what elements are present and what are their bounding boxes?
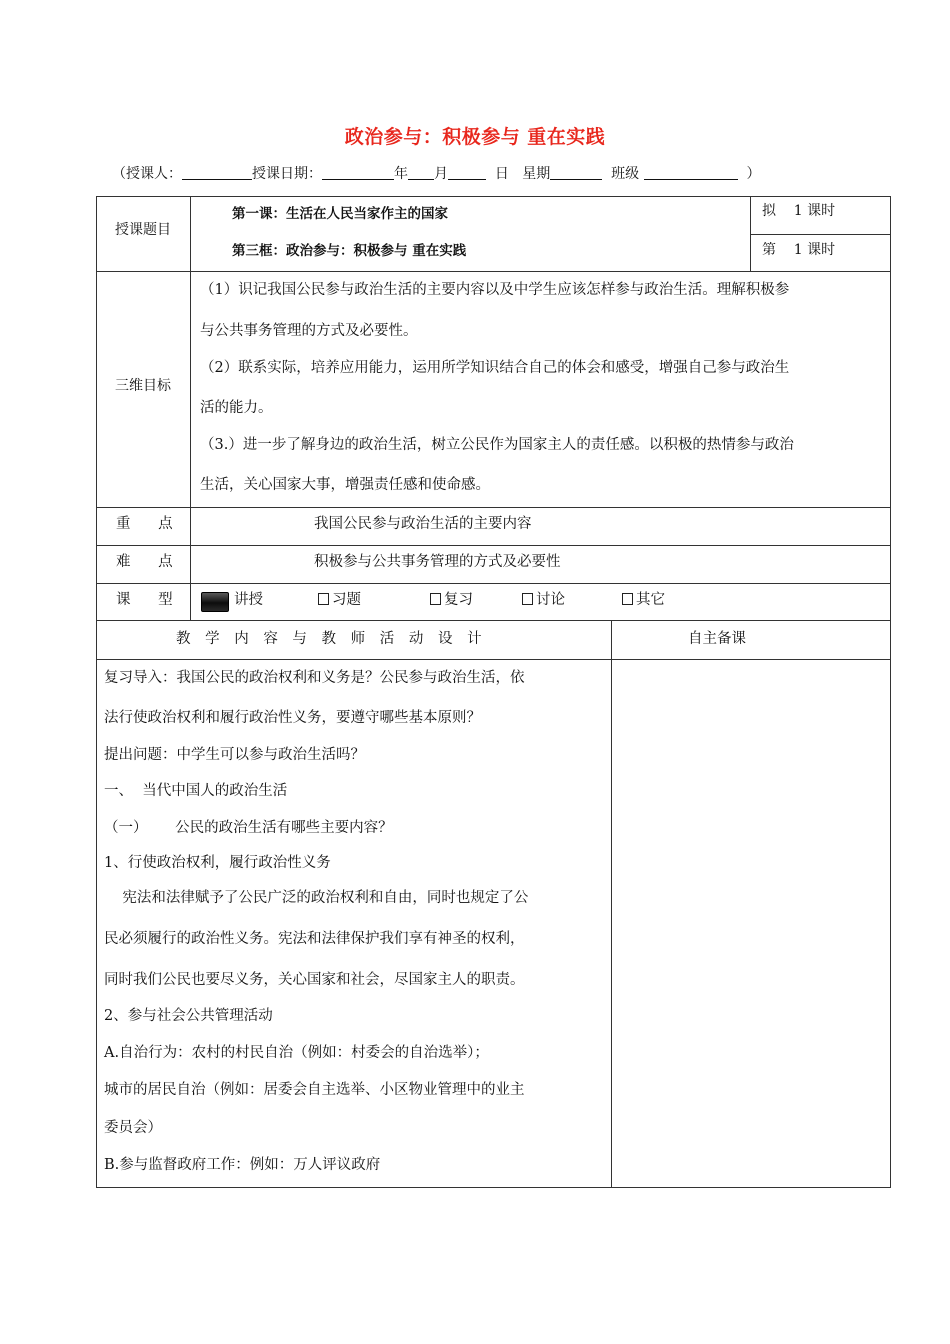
content-line: 城市的居民自治（例如：居委会自主选举、小区物业管理中的业主 xyxy=(104,1082,525,1098)
content-line: 复习导入：我国公民的政治权利和义务是？公民参与政治生活，依 xyxy=(104,670,525,686)
checkbox-icon[interactable] xyxy=(622,593,633,605)
class-blank xyxy=(644,165,738,180)
content-line: 民必须履行的政治性义务。宪法和法律保护我们享有神圣的权利， xyxy=(104,931,525,947)
checkbox-icon[interactable] xyxy=(318,593,329,605)
goal-line: （2）联系实际，培养应用能力，运用所学知识结合自己的体会和感受，增强自己参与政治生 xyxy=(200,360,790,376)
lesson-type-label: 课 型 xyxy=(116,592,173,608)
self-prep-header: 自主备课 xyxy=(688,631,746,647)
close-paren: ） xyxy=(746,166,761,182)
planned-hours: 拟 1 课时 xyxy=(762,203,836,219)
goal-line: 与公共事务管理的方式及必要性。 xyxy=(200,323,418,339)
content-line: 宪法和法律赋予了公民广泛的政治权利和自由，同时也规定了公 xyxy=(104,890,529,906)
frame-title: 第三框：政治参与：积极参与 重在实践 xyxy=(232,243,467,259)
teacher-blank xyxy=(182,165,252,180)
content-line: 2、参与社会公共管理活动 xyxy=(104,1008,273,1024)
lesson-title: 第一课：生活在人民当家作主的国家 xyxy=(232,206,448,222)
checkbox-icon[interactable] xyxy=(522,593,533,605)
teacher-label: （授课人： xyxy=(112,166,182,182)
content-line: 委员会） xyxy=(104,1120,162,1136)
goal-line: 活的能力。 xyxy=(200,400,273,416)
month-blank xyxy=(408,165,434,180)
header-line xyxy=(112,163,761,183)
option-lecture: 讲授 xyxy=(234,592,263,608)
difficulty-label: 难 点 xyxy=(116,554,173,570)
goal-line: 生活，关心国家大事，增强责任感和使命感。 xyxy=(200,477,490,493)
option-exercise[interactable]: 习题 xyxy=(318,588,361,609)
content-line: 一、 当代中国人的政治生活 xyxy=(104,783,288,799)
page-title: 政治参与：积极参与 重在实践 xyxy=(344,126,606,148)
design-header: 教 学 内 容 与 教 师 活 动 设 计 xyxy=(176,631,487,647)
day-blank xyxy=(448,165,486,180)
content-line: 同时我们公民也要尽义务，关心国家和社会，尽国家主人的职责。 xyxy=(104,972,525,988)
topic-label: 授课题目 xyxy=(115,222,171,238)
lecture-checkbox-icon[interactable] xyxy=(201,592,229,612)
year-blank xyxy=(322,165,394,180)
content-line: B.参与监督政府工作：例如：万人评议政府 xyxy=(104,1157,381,1173)
content-line: 提出问题：中学生可以参与政治生活吗？ xyxy=(104,747,365,763)
year-label: 年 xyxy=(394,166,408,182)
content-line: （一） 公民的政治生活有哪些主要内容？ xyxy=(104,820,393,836)
content-line: 法行使政治权利和履行政治性义务，要遵守哪些基本原则？ xyxy=(104,710,481,726)
current-hours: 第 1 课时 xyxy=(762,242,836,258)
key-point-value: 我国公民参与政治生活的主要内容 xyxy=(314,516,532,532)
month-label: 月 xyxy=(434,166,448,182)
goal-line: （3.）进一步了解身边的政治生活，树立公民作为国家主人的责任感。以积极的热情参与政治 xyxy=(200,437,794,453)
option-other[interactable]: 其它 xyxy=(622,588,665,609)
content-line: 1、行使政治权利，履行政治性义务 xyxy=(104,855,331,871)
weekday-label: 星期 xyxy=(522,166,551,182)
option-discussion[interactable]: 讨论 xyxy=(522,588,565,609)
goal-line: （1）识记我国公民参与政治生活的主要内容以及中学生应该怎样参与政治生活。理解积极参 xyxy=(200,282,790,298)
date-label: 授课日期： xyxy=(252,166,322,182)
goals-label: 三维目标 xyxy=(115,378,171,394)
key-point-label: 重 点 xyxy=(116,516,173,532)
option-review[interactable]: 复习 xyxy=(430,588,473,609)
difficulty-value: 积极参与公共事务管理的方式及必要性 xyxy=(314,554,561,570)
day-label: 日 xyxy=(494,166,509,182)
weekday-blank xyxy=(550,165,602,180)
content-line: A.自治行为：农村的村民自治（例如：村委会的自治选举）； xyxy=(104,1045,489,1061)
class-label: 班级 xyxy=(611,166,640,182)
checkbox-icon[interactable] xyxy=(430,593,441,605)
